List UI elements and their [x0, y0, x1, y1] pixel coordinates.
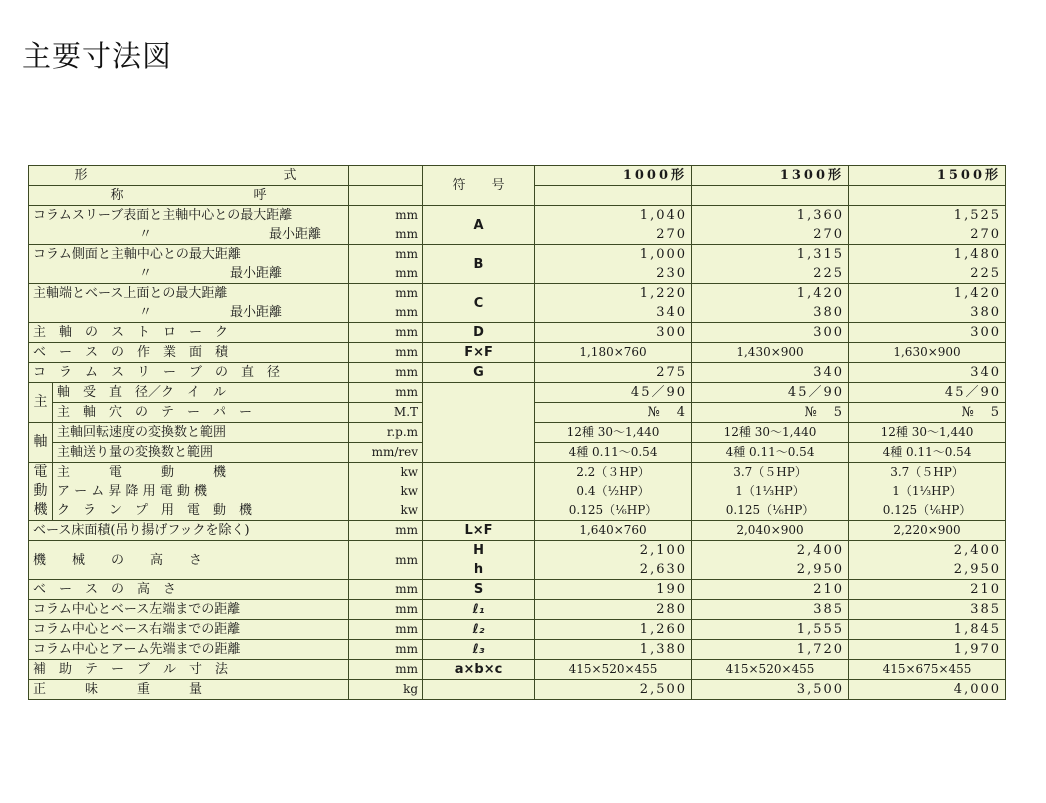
table-row: 動 ア ー ム 昇 降 用 電 動 機 kw 0.4（½HP） 1（1⅓HP） 1（1⅓HP） [29, 482, 1006, 501]
model-1000: 1000形 [535, 166, 692, 186]
spindle-group-label-top: 主 [29, 383, 53, 423]
table-row: コラム中心とベース右端までの距離 mm ℓ₂ 1,260 1,555 1,845 [29, 620, 1006, 640]
table-row: 主軸端とベース上面との最大距離 mm C 1,220 1,420 1,420 [29, 284, 1006, 304]
header-row-form [29, 166, 1006, 186]
table-row: コラムスリーブ表面と主軸中心との最大距離 mm A 1,040 1,360 1,525 [29, 206, 1006, 226]
table-row: 機 ク ラ ン プ 用 電 動 機 kw 0.125（⅙HP） 0.125（⅙HP） 0.125（⅙HP） [29, 501, 1006, 521]
table-row: コ ラ ム ス リ ー ブ の 直 径 mm G 275 340 340 [29, 363, 1006, 383]
table-row: ベ ー ス の 高 さ mm S 190 210 210 [29, 580, 1006, 600]
header-name-label: 称 呼 [29, 186, 349, 206]
table-row: h 2,630 2,950 2,950 [29, 560, 1006, 580]
header-form-label: 形 式 [29, 166, 349, 186]
table-row: 〃 最小距離 mm 340 380 380 [29, 303, 1006, 323]
table-row: 〃 最小距離 mm 230 225 225 [29, 264, 1006, 284]
page-title: 主要寸法図 [22, 39, 173, 73]
table-row: 主 軸 穴 の テ ー パ ー M.T № 4 № 5 № 5 [29, 403, 1006, 423]
table-row: 正 味 重 量 kg 2,500 3,500 4,000 [29, 680, 1006, 700]
table-row: 機 械 の 高 さ mm H 2,100 2,400 2,400 [29, 541, 1006, 561]
table-row: コラム中心とアーム先端までの距離 mm ℓ₃ 1,380 1,720 1,970 [29, 640, 1006, 660]
table-row: 軸 主軸回転速度の変換数と範囲 r.p.m 12種 30～1,440 12種 30～1,440 12種 30～1,440 [29, 423, 1006, 443]
table-row: ベース床面積(吊り揚げフックを除く) mm L×F 1,640×760 2,040×900 2,220×900 [29, 521, 1006, 541]
table-row: 主 軸 の ス ト ロ ー ク mm D 300 300 300 [29, 323, 1006, 343]
model-1500: 1500形 [849, 166, 1006, 186]
table-row: コラム中心とベース左端までの距離 mm ℓ₁ 280 385 385 [29, 600, 1006, 620]
table-row: 電 主 電 動 機 kw 2.2（３HP） 3.7（５HP） 3.7（５HP） [29, 463, 1006, 483]
spec-table [28, 165, 1006, 700]
table-row: 補 助 テ ー ブ ル 寸 法 mm a×b×c 415×520×455 415×520×455 415×675×455 [29, 660, 1006, 680]
table-row: 主 軸 受 直 径／ク イ ル mm 45／90 45／90 45／90 [29, 383, 1006, 403]
spindle-group-label-bottom: 軸 [29, 423, 53, 463]
table-row: 〃 最小距離 mm 270 270 270 [29, 225, 1006, 245]
model-1300: 1300形 [692, 166, 849, 186]
table-row: コラム側面と主軸中心との最大距離 mm B 1,000 1,315 1,480 [29, 245, 1006, 265]
table-row: 主軸送り量の変換数と範囲 mm/rev 4種 0.11～0.54 4種 0.11～0.54 4種 0.11～0.54 [29, 443, 1006, 463]
table-row: ベ ー ス の 作 業 面 積 mm F×F 1,180×760 1,430×900 1,630×900 [29, 343, 1006, 363]
header-symbol-label: 符 号 [423, 166, 535, 206]
